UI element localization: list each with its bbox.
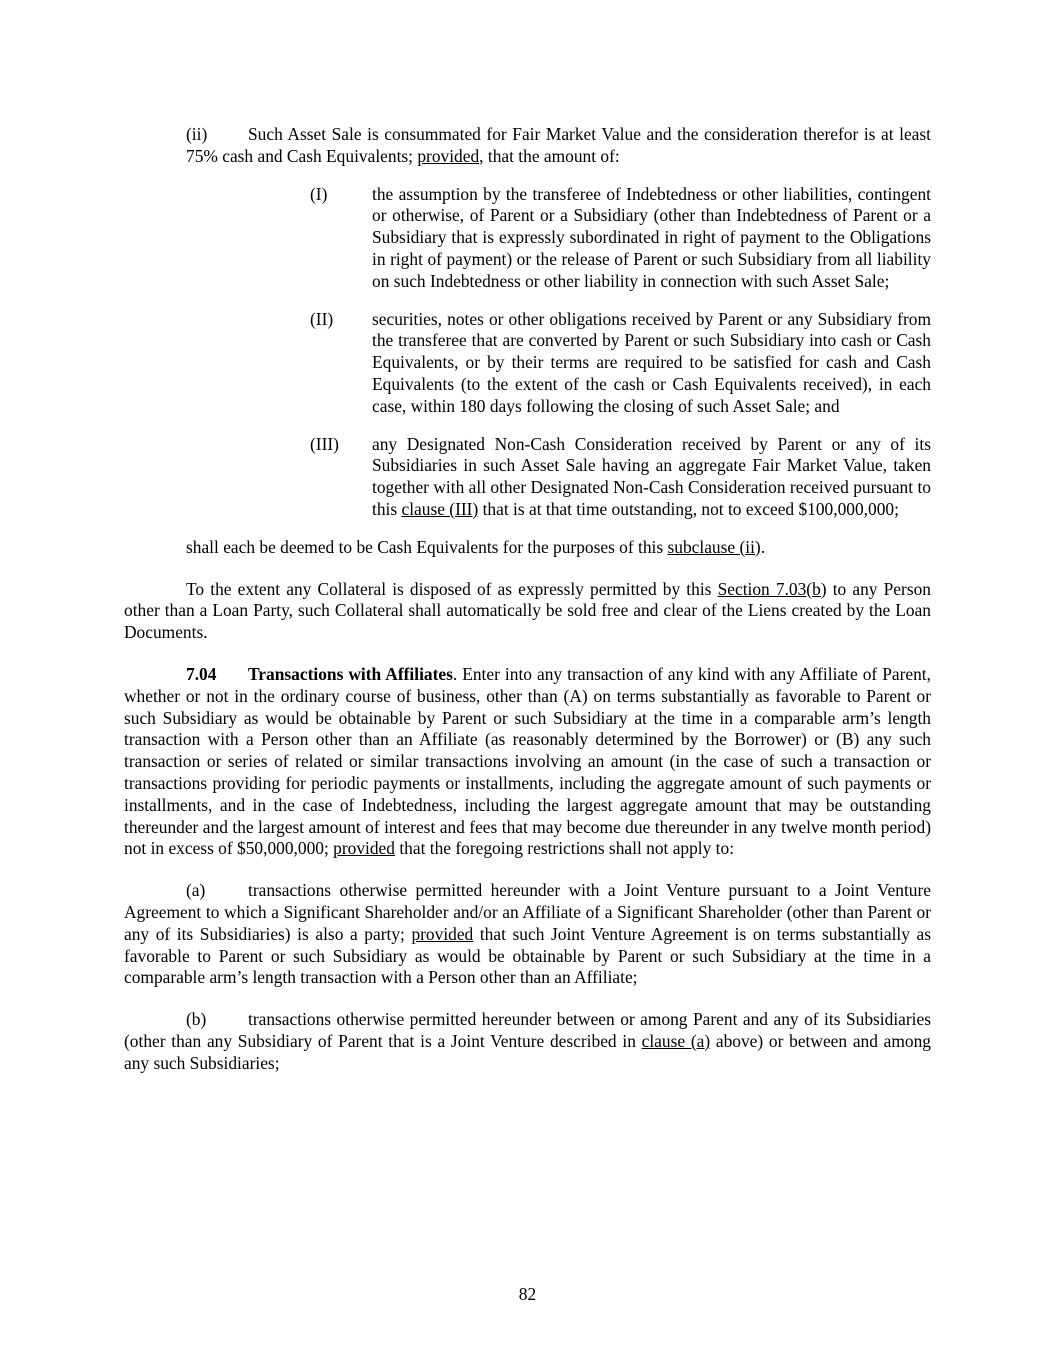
collateral-text-b: to any Person other than a Loan Party, such Collateral shall automatically be sold free and clear of the Liens created by the Loan Documents.: [124, 578, 931, 643]
subsection-b-text-a: transactions otherwise permitted hereunder between or among Parent and any of its Subsidiaries (other than any Subsidiary of Parent that is a Joint Venture described in: [124, 1009, 931, 1051]
subclause-ii-reference: subclause (ii): [667, 536, 761, 557]
clause-list: [124, 184, 931, 521]
clause-label: (I): [310, 183, 328, 204]
clause-III-reference: clause (III): [401, 498, 479, 519]
section-704-number: 7.04: [186, 663, 217, 684]
clause-I: [124, 184, 931, 293]
clause-text-a: any Designated Non-Cash Consideration received by Parent or any of its Subsidiaries in such Asset Sale having an aggregate Fair Market Value, taken together with all other Designated Non-Cash Consideration received pursuant to this: [372, 433, 931, 519]
provided-term: provided: [417, 145, 480, 166]
clause-text: securities, notes or other obligations received by Parent or any Subsidiary from the transferee that are converted by Parent or such Subsidiary into cash or Cash Equivalents, or by their terms are required to be satisfied for cash and Cash Equivalents (to the extent of the cash or Cash Equivalents received), in each case, within 180 days following the closing of such Asset Sale; and: [372, 308, 931, 416]
section-704-heading: Transactions with Affiliates: [248, 663, 453, 684]
subsection-b-label: (b): [186, 1009, 207, 1030]
provided-term: provided: [411, 923, 474, 944]
section-704: [124, 664, 931, 860]
deemed-cash-text-a: shall each be deemed to be Cash Equivalents for the purposes of this: [186, 536, 668, 557]
clause-text: the assumption by the transferee of Indebtedness or other liabilities, contingent or otherwise, of Parent or a Subsidiary (other than Indebtedness of Parent or a Subsidiary that is expressly subordinated in right of payment to the Obligations in right of payment) or the release of Parent or such Subsidiary from all liability on such Indebtedness or other liability in connection with such Asset Sale;: [372, 183, 931, 291]
section-703b-reference: Section 7.03(b): [717, 578, 827, 599]
clause-II: [124, 309, 931, 418]
collateral-text-a: To the extent any Collateral is disposed of as expressly permitted by this: [186, 578, 718, 599]
collateral-paragraph: [124, 579, 931, 644]
section-704-text-a: . Enter into any transaction of any kind with any Affiliate of Parent, whether or not in the ordinary course of business, other than (A) on terms substantially as favorable to Parent or such Subsidiary as would be obtainable by Parent or such Subsidiary at the time in a comparable arm’s length transaction with a Person other than an Affiliate (as reasonably determined by the Borrower) or (B) any such transaction or series of related or similar transactions involving an amount (in the case of such a transaction or transactions providing for periodic payments or installments, including the aggregate amount of such payments or installments, and in the case of Indebtedness, including the largest aggregate amount that may be outstanding thereunder and the largest amount of interest and fees that may become due thereunder in any twelve month period) not in excess of $50,000,000;: [124, 663, 931, 859]
subsection-a-label: (a): [186, 880, 206, 901]
deemed-cash-paragraph: [124, 537, 931, 559]
clause-text-b: that is at that time outstanding, not to exceed $100,000,000;: [478, 498, 899, 519]
provided-term: provided: [333, 838, 395, 859]
paragraph-ii-text-a: Such Asset Sale is consummated for Fair Market Value and the consideration therefor is at least 75% cash and Cash Equivalents;: [186, 124, 931, 166]
page-number: 82: [518, 1284, 537, 1304]
clause-a-reference: clause (a): [641, 1030, 711, 1051]
clause-label: (III): [310, 433, 339, 454]
section-704-text-b: that the foregoing restrictions shall not apply to:: [394, 838, 735, 859]
paragraph-ii-text-b: , that the amount of:: [479, 145, 620, 166]
paragraph-ii-label: (ii): [186, 124, 208, 144]
paragraph-ii: [124, 124, 931, 168]
document-page: [124, 124, 931, 1074]
subsection-b-text-b: above) or between and among any such Subsidiaries;: [124, 1030, 931, 1073]
subsection-a-text-a: transactions otherwise permitted hereunder with a Joint Venture pursuant to a Joint Venture Agreement to which a Significant Shareholder and/or an Affiliate of a Significant Shareholder (other than Parent or any of its Subsidiaries) is also a party;: [124, 880, 931, 944]
clause-III: [124, 434, 931, 521]
subsection-b: [124, 1009, 931, 1074]
subsection-a: [124, 880, 931, 989]
clause-label: (II): [310, 308, 334, 329]
subsection-a-text-b: that such Joint Venture Agreement is on terms substantially as favorable to Parent or such Subsidiary as would be obtainable by Parent or such Subsidiary at the time in a comparable arm’s length transaction with a Person other than an Affiliate;: [124, 923, 932, 988]
deemed-cash-text-b: .: [760, 536, 766, 557]
